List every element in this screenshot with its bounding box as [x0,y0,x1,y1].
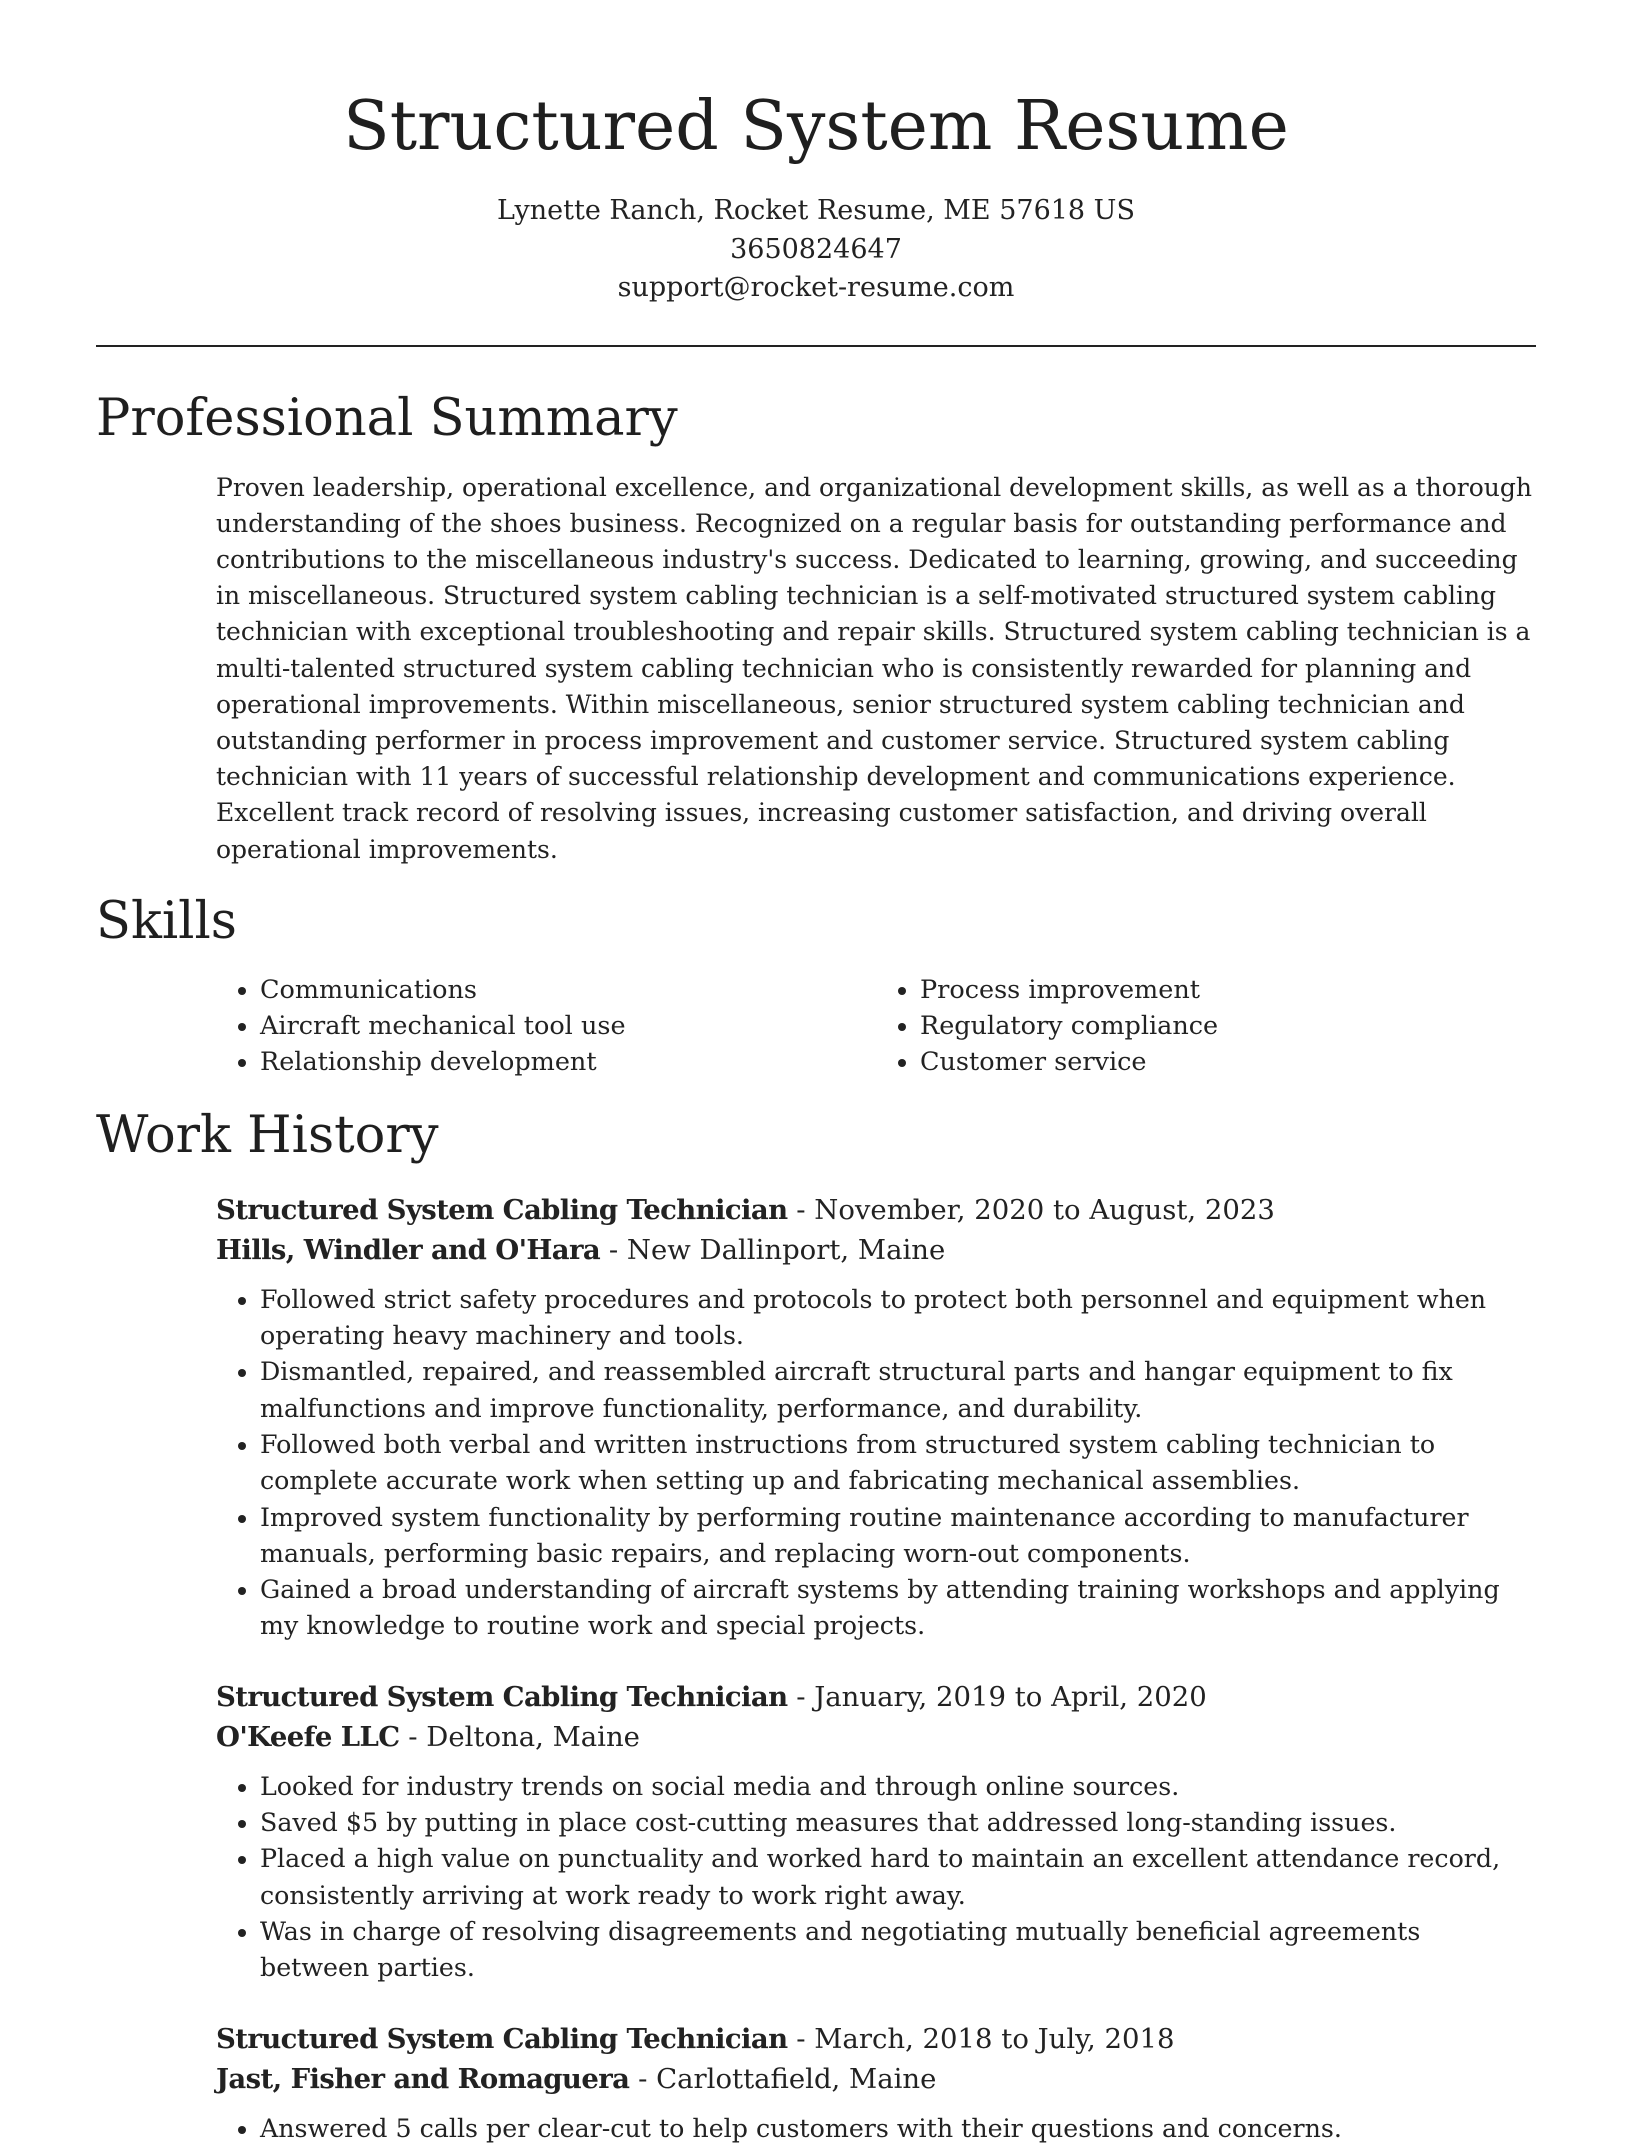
skills-list [216,972,1536,1080]
skill-item: • Customer service [920,1044,1536,1080]
job-bullet: • Followed strict safety procedures and protocols to protect both personnel and equipment when operating heavy machinery and tools. [260,1282,1536,1355]
job-location: - Carlottafield, Maine [629,2063,937,2096]
skill-item: • Communications [260,972,876,1008]
job-bullets [216,2111,1536,2147]
job-bullet: • Saved $5 by putting in place cost-cutting measures that addressed long-standing issues. [260,1805,1536,1841]
skill-item: • Regulatory compliance [920,1008,1536,1044]
job-bullet: • Looked for industry trends on social media and through online sources. [260,1769,1536,1805]
resume-header [0,0,1632,308]
job-title-line [216,1190,1536,1230]
job-company: Jast, Fisher and Romaguera [216,2063,630,2096]
skills-heading: Skills [96,891,237,951]
job-location: - Deltona, Maine [399,1720,640,1753]
job-dates: - November, 2020 to August, 2023 [787,1193,1275,1226]
summary-text: Proven leadership, operational excellence, and organizational development skills, as well as a thorough understanding of the shoes business. Recognized on a regular basis for outstanding performance and contributions to the miscellaneous industry's success. Dedicated to learning, growing, and succeeding in miscellaneous. Structured system cabling technician is a self-motivated structured system cabling technician with exceptional troubleshooting and repair skills. Structured system cabling technician is a multi-talented structured system cabling technician who is consistently rewarded for planning and operational improvements. Within miscellaneous, senior structured system cabling technician and outstanding performer in process improvement and customer service. Structured system cabling technician with 11 years of successful relationship development and communications experience. Excellent track record of resolving issues, increasing customer satisfaction, and driving overall operational improvements. [216,472,1532,864]
job-bullet: • Dismantled, repaired, and reassembled aircraft structural parts and hangar equipment to fix malfunctions and improve functionality, performance, and durability. [260,1354,1536,1427]
job-bullet: • Followed both verbal and written instructions from structured system cabling technician to complete accurate work when setting up and fabricating mechanical assemblies. [260,1427,1536,1500]
skills-column-right [876,972,1536,1080]
contact-address: Lynette Ranch, Rocket Resume, ME 57618 US [497,195,1135,226]
job-bullets [216,1282,1536,1645]
job-title-line [216,2019,1536,2059]
contact-phone: 3650824647 [730,233,902,265]
job-entry [216,1190,1536,1645]
job-company-line [216,1717,1536,1757]
skills-column-left [216,972,876,1080]
header-divider [96,345,1536,347]
job-role: Structured System Cabling Technician [216,2023,788,2056]
job-bullet: • Answered 5 calls per clear-cut to help customers with their questions and concerns. [260,2111,1536,2147]
job-role: Structured System Cabling Technician [216,1193,788,1226]
job-company: O'Keefe LLC [216,1720,400,1753]
job-bullet: • Improved system functionality by performing routine maintenance according to manufacturer manuals, performing basic repairs, and replacing worn-out components. [260,1500,1536,1573]
skill-item: • Relationship development [260,1044,876,1080]
contact-info [0,192,1632,308]
job-title-line [216,1677,1536,1717]
job-dates: - March, 2018 to July, 2018 [787,2023,1175,2056]
skill-item: • Process improvement [920,972,1536,1008]
job-role: Structured System Cabling Technician [216,1680,788,1713]
job-dates: - January, 2019 to April, 2020 [787,1680,1207,1713]
job-bullet: • Gained a broad understanding of aircraft systems by attending training workshops and applying my knowledge to routine work and special projects. [260,1572,1536,1645]
job-entry [216,2019,1536,2147]
contact-email: support@rocket-resume.com [617,272,1015,303]
job-company: Hills, Windler and O'Hara [216,1233,601,1266]
work-history-heading: Work History [96,1105,439,1165]
skill-item: • Aircraft mechanical tool use [260,1008,876,1044]
job-entry [216,1677,1536,1987]
job-bullet: • Placed a high value on punctuality and worked hard to maintain an excellent attendance record, consistently arriving at work ready to work right away. [260,1841,1536,1914]
resume-name: Structured System Resume [343,87,1289,166]
job-company-line [216,1230,1536,1270]
summary-heading: Professional Summary [96,388,678,448]
job-location: - New Dallinport, Maine [600,1233,946,1266]
job-bullet: • Was in charge of resolving disagreements and negotiating mutually beneficial agreements between parties. [260,1914,1536,1987]
job-bullets [216,1769,1536,1987]
job-company-line [216,2059,1536,2099]
